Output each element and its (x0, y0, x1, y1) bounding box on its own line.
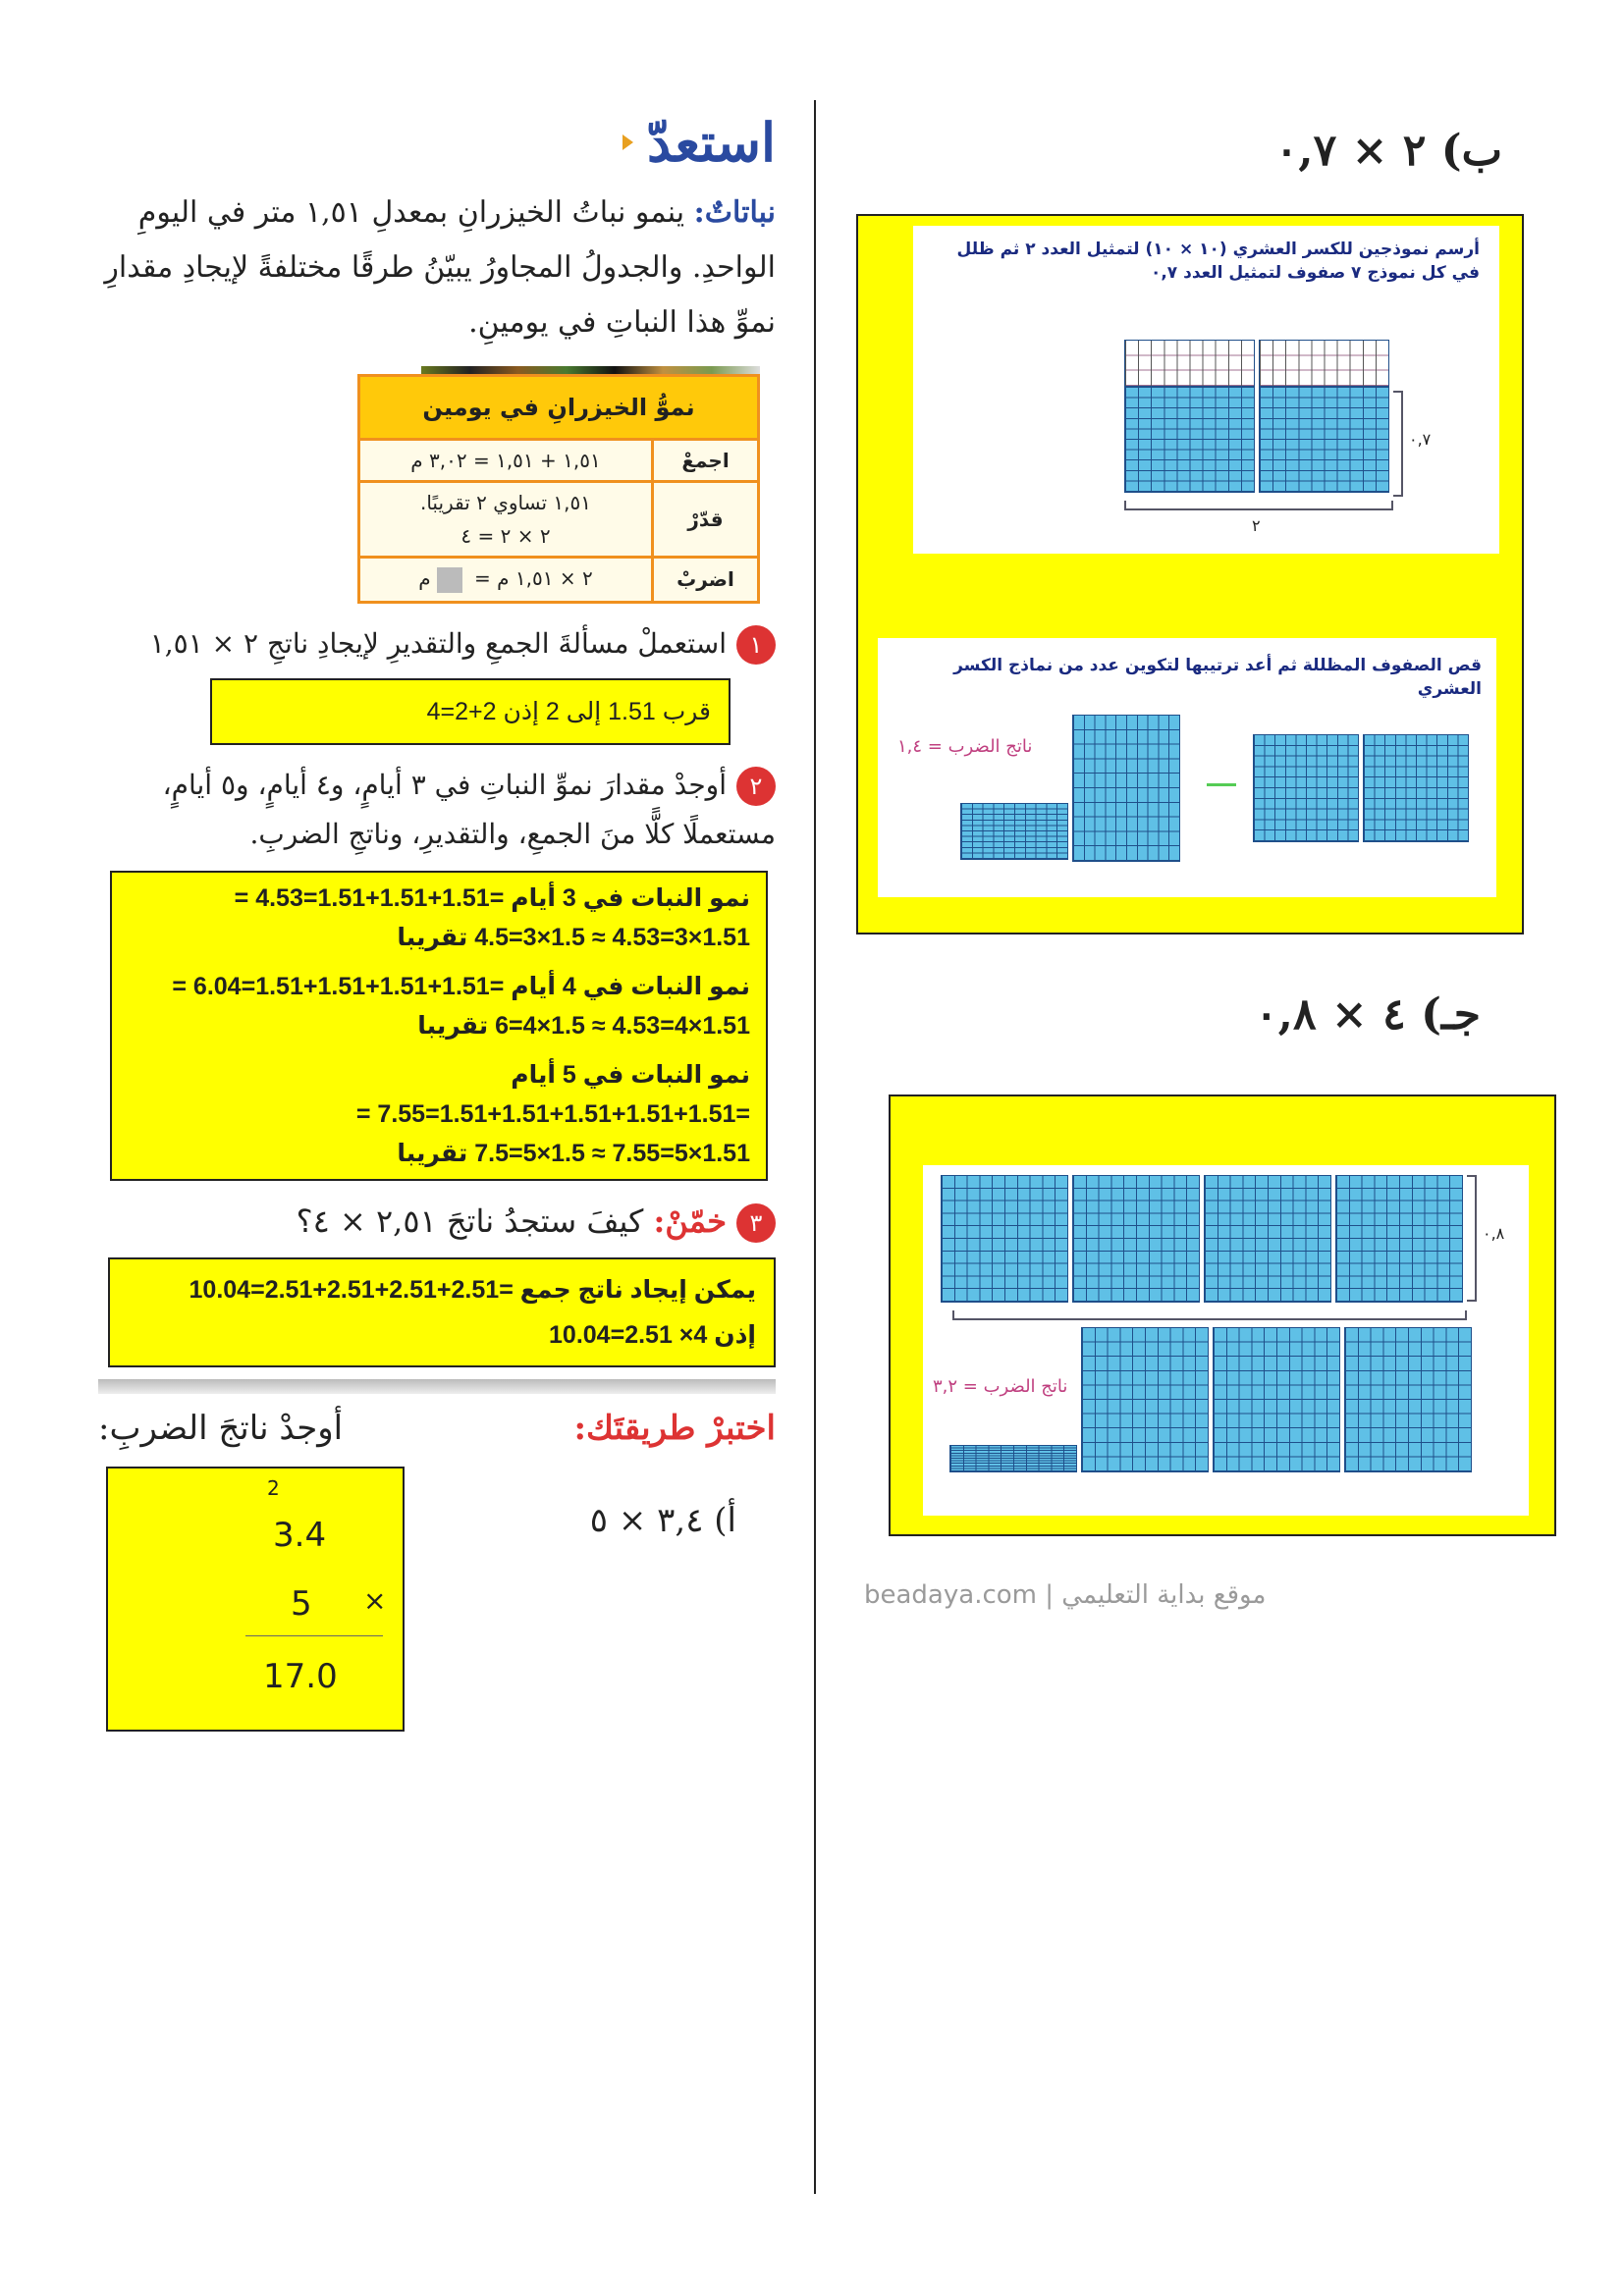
answer-line: =1.51+1.51+1.51+1.51+1.51=7.55 = (355, 1099, 750, 1128)
question-text: أوجدْ مقدارَ نموِّ النباتِ في ٣ أيامٍ، و٤ أيامٍ، و٥ أيامٍ، مستعملًا كلًّا منَ الجمعِ، والتقديرِ، وناتجِ الضربِ. (162, 768, 776, 850)
answer-box-3[interactable] (108, 1257, 776, 1367)
answer-box-c[interactable] (889, 1095, 1556, 1536)
model-panel-1 (913, 226, 1499, 554)
row-value (359, 482, 653, 558)
decimal-grid-shaded (1124, 387, 1255, 493)
product-label: ناتج الضرب = ٣,٢ (933, 1376, 1068, 1397)
answer-line: 1.51×3=4.53 ≈ 1.5×3=4.5 تقريبا (397, 923, 750, 951)
decimal-grid-shaded (1253, 734, 1359, 842)
arrow-icon (623, 134, 633, 150)
brace-label: ٢ (1252, 516, 1261, 535)
test-instruction: أوجدْ ناتجَ الضربِ: (98, 1408, 344, 1448)
answer-line: 1.51×4=4.53 ≈ 1.5×4=6 تقريبا (417, 1011, 750, 1040)
question-text: كيفَ ستجدُ ناتجَ ٢,٥١ × ٤؟ (296, 1201, 644, 1240)
decimal-grid-shaded (960, 803, 1068, 860)
multiplicand: 3.4 (273, 1515, 327, 1555)
question-a (590, 1496, 736, 1545)
section-band (98, 1379, 776, 1394)
test-row (98, 1404, 776, 1453)
question-number: ٣ (736, 1203, 776, 1243)
question-a-row (98, 1467, 776, 1732)
question-2 (98, 761, 776, 859)
multiplier: 5 (291, 1583, 312, 1624)
question-label: خمّنْ: (653, 1201, 727, 1240)
left-column (98, 103, 776, 1732)
brace-bottom (1124, 501, 1393, 510)
carry-digit: 2 (267, 1475, 280, 1500)
product-label: ناتج الضرب = ١,٤ (897, 736, 1033, 757)
row-value (359, 558, 653, 603)
question-text: ٤ × ٠,٨ (1255, 989, 1406, 1040)
decimal-grid-shaded (1072, 1175, 1200, 1303)
row-label: اضربْ (653, 558, 759, 603)
row-value-line: ٢ × ٢ = ٤ (460, 524, 551, 548)
decimal-grid-shaded (1204, 1175, 1331, 1303)
decimal-grid-shaded (1335, 1175, 1463, 1303)
answer-line: نمو النبات في 4 أيام =1.51+1.51+1.51+1.51=6.04 = (172, 972, 750, 1000)
answer-text: قرب 1.51 إلى 2 إذن 2+2=4 (426, 697, 711, 725)
question-label: ب) (1440, 126, 1502, 176)
decimal-grid-shaded (941, 1175, 1068, 1303)
table-title: نموُّ الخيزرانِ في يومين (359, 376, 759, 440)
decimal-grid-shaded (1363, 734, 1469, 842)
question-1 (98, 619, 776, 668)
model-instruction: قص الصفوف المظللة ثم أعد ترتيبها لتكوين عدد من نماذج الكسر العشري (953, 656, 1482, 699)
answer-box-1[interactable] (210, 678, 731, 745)
decimal-grid-unshaded (1259, 340, 1389, 387)
topic-label: نباتاتٌ: (693, 195, 776, 230)
question-text: ٢ × ٠,٧ (1274, 126, 1427, 176)
row-value: ١,٥١ + ١,٥١ = ٣,٠٢ م (359, 440, 653, 482)
decimal-grid-shaded (1259, 387, 1389, 493)
intro-paragraph (98, 186, 776, 350)
product: 17.0 (263, 1656, 338, 1696)
question-text: استعملْ مسألةَ الجمعِ والتقديرِ لإيجادِ ناتجِ ٢ × ١,٥١ (149, 626, 727, 660)
table-wrapper (357, 366, 760, 604)
bamboo-growth-table (357, 374, 760, 604)
brace-right (1467, 1175, 1477, 1302)
decimal-grid-shaded (1344, 1327, 1472, 1472)
question-text: ٣,٤ × ٥ (589, 1500, 704, 1540)
model-panel-2 (878, 638, 1496, 897)
decimal-grid-unshaded (1124, 340, 1255, 387)
row-label: اجمعْ (653, 440, 759, 482)
unit: م (418, 566, 431, 590)
question-b (1275, 126, 1502, 176)
brace-right (1393, 391, 1403, 497)
intro-text: ينمو نباتُ الخيزرانِ بمعدلِ ١,٥١ متر في اليومِ الواحدِ. والجدولُ المجاورُ يبيّنُ طرقًا مختلفةً لإيجادِ مقدارِ نموِّ هذا النباتِ في يومينِ. (104, 195, 776, 340)
brace-bottom (952, 1310, 1467, 1320)
decimal-grid-shaded (1081, 1327, 1209, 1472)
answer-box-2[interactable] (110, 871, 768, 1181)
answer-line: يمكن إيجاد ناتج جمع =2.51+2.51+2.51+2.51=10.04 (189, 1275, 756, 1304)
decimal-grid-shaded (1072, 715, 1180, 862)
decimal-grid-shaded (1213, 1327, 1340, 1472)
section-header (98, 103, 776, 182)
question-c (1255, 989, 1481, 1040)
answer-line: نمو النبات في 5 أيام (511, 1060, 750, 1089)
answer-blank (437, 567, 462, 593)
multiply-sign: × (363, 1583, 387, 1617)
test-heading: اختبرْ طريقتَك: (573, 1408, 776, 1448)
watermark: beadaya.com | موقع بداية التعليمي (864, 1580, 1267, 1610)
answer-box-a[interactable] (106, 1467, 405, 1732)
answer-line: إذن 4× 2.51=10.04 (549, 1320, 756, 1349)
question-label: أ) (714, 1500, 736, 1540)
column-divider (814, 100, 816, 2194)
arrow-left-icon (1207, 783, 1236, 786)
model-instruction: أرسم نموذجين للكسر العشري (١٠ × ١٠) لتمثيل العدد ٢ ثم ظلل في كل نموذج ٧ صفوف لتمثيل العدد ٠,٧ (956, 240, 1480, 283)
question-label: جـ) (1421, 989, 1481, 1040)
model-panel-3 (923, 1165, 1529, 1516)
decimal-grid-shaded (949, 1445, 1077, 1472)
section-title: استعدّ (647, 111, 776, 174)
bamboo-photo-strip (421, 366, 760, 374)
answer-line: نمو النبات في 3 أيام =1.51+1.51+1.51=4.53 = (234, 883, 750, 912)
question-number: ١ (736, 625, 776, 665)
row-value-text: ٢ × ١,٥١ م = (467, 566, 593, 590)
brace-label: ٠,٧ (1409, 430, 1432, 449)
question-3 (98, 1197, 776, 1246)
answer-line: 1.51×5=7.55 ≈ 1.5×5=7.5 تقريبا (397, 1139, 750, 1167)
answer-box-b[interactable] (856, 214, 1524, 934)
row-value-line: ١,٥١ تساوي ٢ تقريبًا. (419, 491, 591, 514)
row-label: قدّرْ (653, 482, 759, 558)
brace-label: ٠,٨ (1483, 1224, 1505, 1243)
sum-line (245, 1635, 383, 1636)
question-number: ٢ (736, 767, 776, 806)
